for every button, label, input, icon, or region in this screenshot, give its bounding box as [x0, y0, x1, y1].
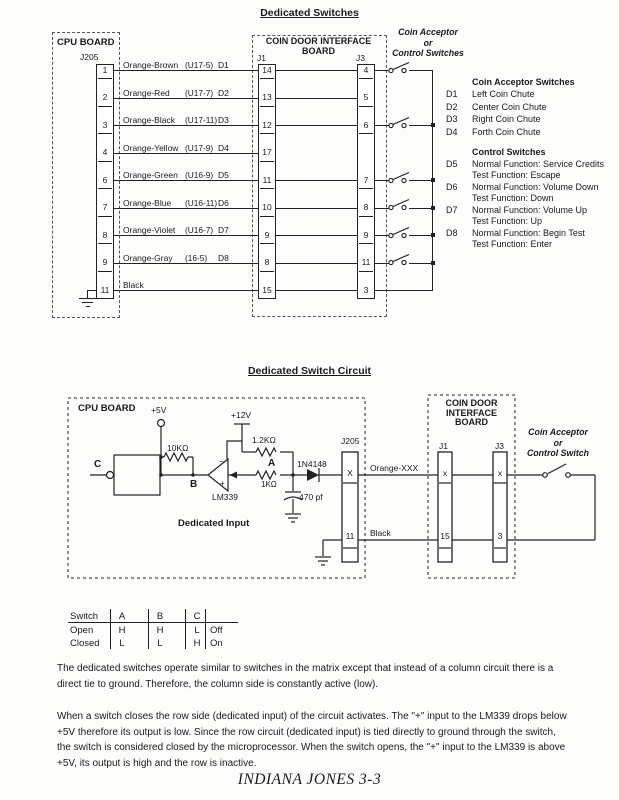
legend-normal-desc: Normal Function: Service Credits: [472, 159, 605, 169]
j3-label: J3: [356, 53, 365, 63]
legend-normal-desc: Normal Function: Volume Down: [472, 182, 599, 192]
minus-input-wire: [227, 441, 242, 459]
wire-cpu-to-j1: [114, 235, 258, 236]
legend-control-heading: Control Switches: [472, 147, 546, 157]
wire-j1-to-j3: [276, 180, 357, 181]
wire-switch-to-bus: [409, 125, 433, 126]
wire-dcode-label: D4: [218, 142, 229, 153]
wire-j1-to-j3: [276, 263, 357, 264]
wire-chip-label: (U17-7): [185, 87, 214, 98]
j3-pin: 9: [363, 229, 369, 240]
wire-chip-label: (U16-7): [185, 225, 214, 235]
wire-switch-to-bus: [409, 263, 433, 264]
legend-desc: Forth Coin Chute: [472, 126, 541, 137]
table-state-cell: Off: [210, 625, 223, 636]
wire-color-label: Orange-Gray: [123, 252, 173, 263]
wire-color-label: Orange-Brown: [123, 60, 179, 70]
j205-pin-tick: [98, 271, 112, 272]
diode-1n4148-icon: [307, 469, 319, 481]
j205-pin: 4: [102, 147, 108, 157]
circuit-switch-header: Coin Acceptor or Control Switch: [526, 427, 590, 458]
j1-pin-tick: [260, 271, 274, 272]
j205-pin-tick: [98, 106, 112, 107]
j3-pin: 4: [363, 64, 369, 75]
j3-pin-tick: [359, 133, 373, 134]
circuit-j3-pin-3: 3: [497, 531, 503, 541]
table-cell: H: [193, 638, 201, 649]
wire-switch-to-bus: [409, 208, 433, 209]
wire-dcode-label: D2: [218, 87, 229, 98]
switch-icon: [388, 60, 410, 74]
wire-cpu-to-j1: [114, 70, 258, 71]
j1-pin-tick: [260, 78, 274, 79]
page-footer: INDIANA JONES 3-3: [237, 771, 382, 788]
wire-j3-to-switch: [375, 208, 389, 209]
j1-pin: 17: [262, 147, 272, 157]
orange-xxx-label: Orange-XXX: [370, 463, 419, 473]
j1-pin: 11: [262, 174, 272, 185]
table-column-divider: [185, 609, 186, 649]
j3-pin: 8: [363, 202, 369, 212]
plus12v-label: +12V: [231, 410, 252, 420]
wire-color-label: Orange-Green: [123, 170, 178, 180]
j1-pin: 13: [262, 92, 272, 102]
switch-icon: [543, 464, 571, 477]
j205-pin: 8: [102, 229, 108, 240]
j205-label: J205: [80, 52, 99, 62]
j1-pin: 8: [264, 257, 270, 267]
cpu-board-label: CPU BOARD: [57, 37, 115, 48]
legend-test-desc: Test Function: Up: [472, 216, 543, 226]
black-label: Black: [370, 528, 391, 538]
j1-pin: 12: [262, 119, 272, 130]
table-cell: L: [157, 638, 163, 649]
wire-color-label: Black: [123, 280, 144, 290]
wire-chip-label: (16-5): [185, 252, 208, 263]
table-row-label: Closed: [70, 638, 100, 649]
circuit-j3-label: J3: [495, 441, 504, 451]
j3-pin: 5: [363, 92, 369, 102]
table-header-A: A: [118, 611, 126, 622]
switch-return-bus: [432, 70, 433, 291]
j3-pin: 3: [363, 284, 369, 295]
j1-pin-tick: [260, 133, 274, 134]
wire-dcode-label: D3: [218, 115, 229, 125]
circuit-cpu-board-box: [68, 398, 365, 578]
plus5v-terminal-icon: [158, 420, 165, 427]
table-header-switch: Switch: [70, 611, 98, 622]
switch-icon: [388, 170, 410, 184]
j205-pin-tick: [98, 243, 112, 244]
table-row-label: Open: [70, 625, 94, 636]
resistor-10k-icon: [164, 453, 188, 461]
resistor-10k-label: 10KΩ: [167, 443, 189, 453]
j3-pin-tick: [359, 216, 373, 217]
wire-dcode-label: D8: [218, 252, 229, 263]
circuit-interface-board-label: COIN DOOR INTERFACE BOARD: [445, 398, 498, 427]
legend-code: D8: [446, 228, 458, 238]
j205-pin: 9: [102, 257, 108, 267]
circuit-j1-pin-x: x: [442, 468, 448, 478]
legend-normal-desc: Normal Function: Begin Test: [472, 228, 585, 238]
switches-column-header: Coin Acceptor or Control Switches: [392, 27, 464, 58]
j1-pin-tick: [260, 216, 274, 217]
table-cell: L: [194, 625, 200, 636]
wire-common-to-bus: [375, 290, 433, 291]
j1-pin-tick: [260, 243, 274, 244]
legend-normal-desc: Normal Function: Volume Up: [472, 205, 588, 215]
wire-cpu-to-j1: [114, 153, 258, 154]
switch-icon: [388, 252, 410, 266]
wire-j1-to-j3: [276, 208, 357, 209]
wire-j1-to-j3: [276, 70, 357, 71]
table-cell: H: [118, 625, 126, 636]
legend-code: D6: [446, 182, 458, 192]
paragraph-1: The dedicated switches operate similar to switches in the matrix except that instead of a column circuit there is a direct tie to ground. Therefore, the column side is constantly active (low).: [57, 663, 554, 690]
legend-code: D2: [446, 101, 458, 112]
legend-code: D4: [446, 126, 458, 137]
switch-icon: [388, 197, 410, 211]
j205-pin-tick: [98, 161, 112, 162]
j3-pin-tick: [359, 106, 373, 107]
wire-dcode-label: D7: [218, 225, 229, 235]
table-state-cell: On: [210, 638, 223, 649]
legend-desc: Left Coin Chute: [472, 89, 535, 99]
resistor-1k-icon: [256, 471, 276, 479]
wire-chip-label: (U17-9): [185, 142, 214, 153]
j3-pin-tick: [359, 188, 373, 189]
j205-pin: 7: [102, 202, 108, 212]
plus5v-label: +5V: [151, 405, 167, 415]
wire-j3-to-switch: [375, 125, 389, 126]
wire-j1-to-j3: [276, 235, 357, 236]
j3-pin: 6: [363, 119, 369, 130]
circuit-j1-label: J1: [439, 441, 448, 451]
j1-pin-tick: [260, 188, 274, 189]
j205-pin-tick: [98, 216, 112, 217]
circuit-j3-pin-x: x: [497, 468, 503, 478]
legend-code: D1: [446, 89, 458, 99]
switch-icon: [388, 225, 410, 239]
legend-test-desc: Test Function: Escape: [472, 170, 561, 180]
dedicated-input-label: Dedicated Input: [178, 518, 250, 529]
node-a-label: A: [268, 458, 276, 469]
table-cell: H: [156, 625, 164, 636]
legend-test-desc: Test Function: Enter: [472, 239, 553, 249]
table-column-divider: [110, 609, 111, 649]
wire-color-label: Orange-Violet: [123, 225, 176, 235]
wire-cpu-to-j1: [114, 263, 258, 264]
legend-desc: Center Coin Chute: [472, 101, 547, 112]
j1-pin-tick: [260, 106, 274, 107]
wire-cpu-to-j1: [114, 125, 258, 126]
table-header-C: C: [193, 611, 201, 622]
legend-coin-heading: Coin Acceptor Switches: [472, 77, 575, 87]
wire-j1-to-j3: [276, 290, 357, 291]
lm339-label: LM339: [212, 492, 238, 502]
resistor-1k-label: 1KΩ: [261, 480, 277, 489]
j205-pin: 6: [102, 174, 108, 185]
inverter-bubble-icon: [107, 472, 114, 479]
wire-j1-to-j3: [276, 125, 357, 126]
circuit-j205-pin-11: 11: [345, 531, 355, 541]
wire-color-label: Orange-Yellow: [123, 142, 179, 153]
j205-pin-tick: [98, 133, 112, 134]
j3-pin-tick: [359, 271, 373, 272]
wire-cpu-to-j1: [114, 290, 258, 291]
section-title-dedicated-switch-circuit: Dedicated Switch Circuit: [247, 365, 372, 377]
j1-label: J1: [257, 53, 266, 63]
wire-chip-label: (U17-11): [185, 115, 218, 125]
table-column-divider: [205, 609, 206, 649]
legend-code: D7: [446, 205, 458, 215]
wire-cpu-to-j1: [114, 208, 258, 209]
wire-dcode-label: D6: [218, 197, 229, 208]
legend-code: D5: [446, 159, 458, 169]
j1-pin: 9: [264, 229, 270, 240]
wire-color-label: Orange-Blue: [123, 197, 172, 208]
wire-cpu-to-j1: [114, 98, 258, 99]
wire-j1-to-j3: [276, 98, 357, 99]
capacitor-label: 470 pf: [299, 492, 323, 502]
wire-dcode-label: D1: [218, 60, 229, 70]
node-b-label: B: [190, 479, 198, 490]
table-cell: L: [119, 638, 125, 649]
j205-pin: 3: [102, 119, 108, 130]
interface-board-label: COIN DOOR INTERFACE BOARD: [265, 36, 372, 56]
j205-pin-tick: [98, 188, 112, 189]
ground-wire: [87, 290, 88, 298]
wire-color-label: Orange-Red: [123, 87, 170, 98]
wire-dcode-label: D5: [218, 170, 229, 180]
ground-wire: [87, 290, 96, 291]
j205-pin: 2: [102, 92, 108, 102]
diode-label: 1N4148: [297, 459, 327, 469]
paragraph-2: When a switch closes the row side (dedicated input) of the circuit activates. The "+" input to the LM339 drops below +5V therefore its output is low. Since the row circuit (dedicated input) is tied directly to ground through the switch, the switch is considered closed by the microprocessor. When the switch opens, the "+" input to the LM339 is above +5V, its output is high and the row is inactive.: [57, 711, 567, 769]
j1-pin: 15: [262, 284, 272, 295]
wire-j3-to-switch: [375, 70, 389, 71]
j205-pin: 1: [102, 64, 108, 75]
circuit-cpu-board-label: CPU BOARD: [78, 403, 136, 414]
ground-icon: [285, 514, 301, 522]
j3-pin-tick: [359, 243, 373, 244]
legend-code: D3: [446, 114, 458, 124]
j205-pin-tick: [98, 78, 112, 79]
j3-pin-tick: [359, 78, 373, 79]
resistor-1-2k-label: 1.2KΩ: [252, 435, 276, 445]
section-title-dedicated-switches: Dedicated Switches: [260, 7, 359, 19]
switch-icon: [388, 115, 410, 129]
table-header-rule: [68, 622, 238, 623]
comparator-plus-label: +: [220, 479, 225, 488]
legend-test-desc: Test Function: Down: [472, 193, 554, 203]
j3-pin: 7: [363, 174, 369, 185]
comparator-minus-label: −: [219, 457, 224, 466]
table-header-B: B: [156, 611, 164, 622]
wire-switch-to-bus: [409, 70, 433, 71]
j1-pin: 10: [262, 202, 272, 212]
circuit-j1-pin-15: 15: [440, 531, 450, 541]
circuit-j205-label: J205: [341, 436, 360, 446]
wire-color-label: Orange-Black: [123, 115, 175, 125]
wire-chip-label: (U17-5): [185, 60, 214, 70]
j1-pin-tick: [260, 161, 274, 162]
wire-switch-to-bus: [409, 180, 433, 181]
wire-cpu-to-j1: [114, 180, 258, 181]
legend-desc: Right Coin Chute: [472, 114, 541, 124]
inverter-gate-icon: [114, 455, 160, 495]
circuit-j205-pin-x: X: [347, 468, 353, 478]
j205-pin: 11: [100, 284, 110, 295]
wire-chip-label: (U16-9): [185, 170, 214, 180]
comparator-lm339-icon: [208, 459, 228, 491]
node-c-label: C: [94, 459, 102, 470]
resistor-1-2k-icon: [256, 448, 276, 456]
wire-j3-to-switch: [375, 263, 389, 264]
table-column-divider: [148, 609, 149, 649]
wire-chip-label: (U16-11): [185, 197, 218, 208]
wire-switch-to-bus: [409, 235, 433, 236]
ground-icon: [315, 557, 331, 565]
wire-j3-to-switch: [375, 235, 389, 236]
j3-pin: 11: [361, 257, 371, 267]
j1-pin: 14: [262, 64, 272, 75]
wire-j3-to-switch: [375, 180, 389, 181]
